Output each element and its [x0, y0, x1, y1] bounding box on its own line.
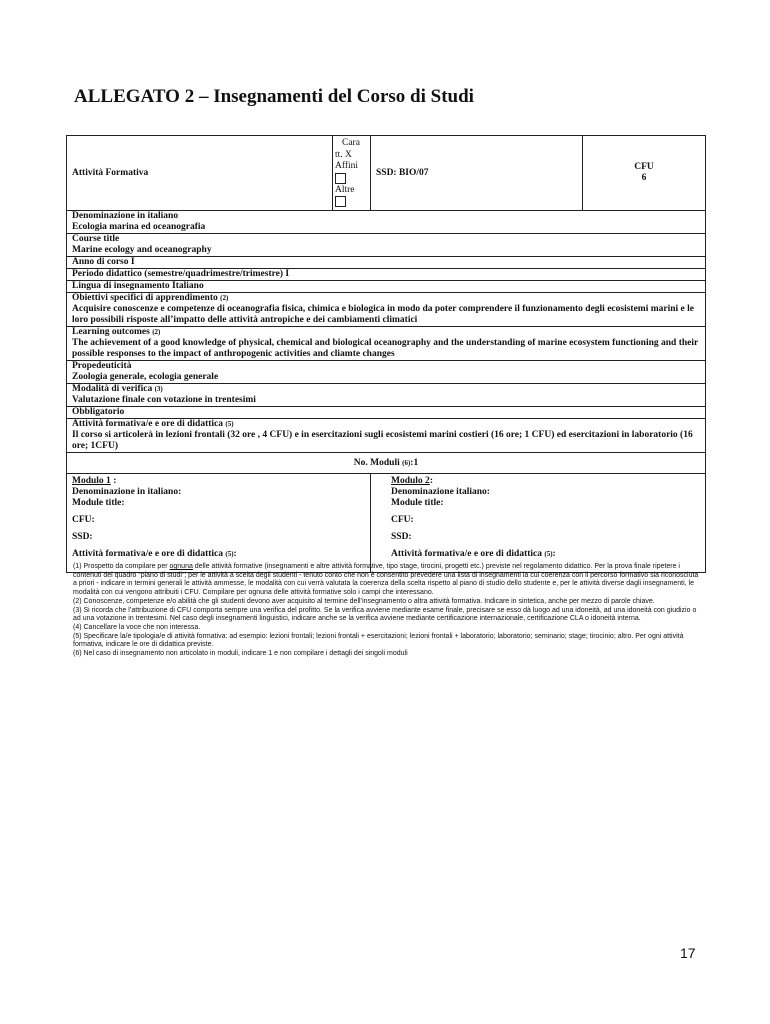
cfu-value: 6 [641, 173, 647, 184]
moduli-row [67, 453, 706, 474]
modulo-1-colon: : [233, 549, 237, 560]
verifica-note: (3) [154, 385, 163, 394]
learning-outcomes-label: Learning outcomes [72, 327, 150, 338]
attivita-ore-value: Il corso si articolerà in lezioni frontali (32 ore , 4 CFU) e in esercitazioni sugli ecosistemi marini costieri (16 ore; 1 CFU) ed esercitazioni in laboratorio (16 ore; 1CFU) [72, 430, 693, 452]
moduli-label: No. Moduli [353, 457, 400, 468]
footnote-1-underlined: ognuna [169, 563, 193, 570]
modulo-2-title: Modulo 2 [391, 476, 430, 487]
modulo-2-attivita: Attività formativa/e e ore di didattica [391, 549, 542, 560]
attivita-formativa-cell [67, 136, 333, 211]
course-title-value: Marine ecology and oceanography [72, 245, 212, 256]
modulo-2-colon: : [552, 549, 556, 560]
modulo-2-denominazione: Denominazione italiano: [391, 487, 490, 498]
footnote-6: (6) Nel caso di insegnamento non articolato in moduli, indicare 1 e non compilare i dettagli dei singoli moduli [73, 650, 408, 658]
modulo-1-note: (5) [225, 550, 234, 559]
verifica-value: Valutazione finale con votazione in trentesimi [72, 395, 256, 406]
obiettivi-value: Acquisire conoscenze e competenze di oceanografia fisica, chimica e biologica in modo da poter comprendere il funzionamento degli ecosistemi marini e le loro possibili risposte all’impatto delle attività antropiche e dei cambiamenti climatici [72, 304, 694, 326]
footnote-1-post: delle attività formative (insegnamenti e altre attività formative, tipo stage, tirocini, progetti etc.) previste nel regolamento didattico. Per la prova finale ripetere i contenuti del quadro “piano di studi”; per le attività a scelta degli studenti - tenuto conto che non è consentito prevedere una lista di insegnamenti la cui coerenza con il percorso formativo sia riconosciuta a priori - indicare in termini generali le attività ammesse, le modalità con cui verrà valutata la coerenza della scelta rispetto al piano di studio dello studente e, per le attività diverse dagli insegnamenti, le modalità con cui vengono attribuiti i CFU. Compilare per ognuna delle attività formative solo i campi che interessano. [73, 563, 699, 597]
verifica-row [67, 384, 706, 407]
propedeuticita-row [67, 361, 706, 384]
cfu-cell [583, 136, 706, 211]
lingua-row [67, 281, 706, 293]
modulo-2-cell [371, 474, 706, 573]
learning-outcomes-note: (2) [152, 328, 161, 337]
footnote-1 [73, 563, 701, 598]
attivita-ore-note: (5) [225, 420, 234, 429]
modulo-1-title-suffix: : [110, 476, 117, 487]
altre-label: Altre [335, 184, 355, 195]
modulo-1-denominazione: Denominazione in italiano: [72, 487, 182, 498]
obbligatorio-value: Obbligatorio [72, 407, 125, 418]
footnote-4: (4) Cancellare la voce che non interessa. [73, 623, 201, 631]
modulo-1-attivita: Attività formativa/e e ore di didattica [72, 549, 223, 560]
altre-checkbox[interactable] [335, 196, 346, 207]
caratt-label: Cara [342, 138, 360, 148]
propedeuticita-label: Propedeuticità [72, 361, 132, 372]
type-choice-cell [333, 136, 371, 211]
footnotes [73, 563, 701, 659]
footnote-2: (2) Conoscenze, competenze e/o abilità che gli studenti devono aver acquisito al termine dell’insegnamento o altra attività formativa. Indicare in sintetica, anche per mezzo di parole chiave. [73, 597, 655, 605]
attivita-ore-label: Attività formativa/e e ore di didattica [72, 419, 223, 430]
footnote-1-pre: (1) Prospetto da compilare per [73, 563, 170, 570]
caratt-checked: tt. X [335, 149, 352, 160]
footnote-5: (5) Specificare la/e tipologia/e di attività formativa: ad esempio: lezioni frontali; lezioni frontali + esercitazioni; lezioni frontali + laboratorio; laboratorio; seminario; stage; tirocinio; altro. Per ogni attività formativa, indicare le ore di didattica previste. [73, 632, 684, 649]
obiettivi-row [67, 293, 706, 327]
modulo-2-ssd: SSD: [391, 532, 412, 543]
periodo-row [67, 269, 706, 281]
attivita-formativa-label: Attività Formativa [72, 167, 149, 178]
propedeuticita-value: Zoologia generale, ecologia generale [72, 372, 219, 383]
attivita-ore-row [67, 419, 706, 453]
denominazione-row [67, 211, 706, 234]
obiettivi-label: Obiettivi specifici di apprendimento [72, 293, 218, 304]
course-form-table [66, 135, 706, 573]
ssd-value: SSD: BIO/07 [376, 167, 429, 178]
modulo-2-cfu: CFU: [391, 515, 414, 526]
modulo-1-cell [67, 474, 371, 573]
page-title: ALLEGATO 2 – Insegnamenti del Corso di Studi [74, 86, 474, 107]
affini-checkbox[interactable] [335, 173, 346, 184]
modulo-2-title-suffix: : [429, 476, 433, 487]
anno-value: Anno di corso I [72, 257, 135, 268]
obiettivi-note: (2) [220, 294, 229, 303]
modulo-1-module-title: Module title: [72, 498, 125, 509]
lingua-value: Lingua di insegnamento Italiano [72, 281, 204, 292]
denominazione-label: Denominazione in italiano [72, 211, 179, 222]
learning-outcomes-row [67, 327, 706, 361]
verifica-label: Modalità di verifica [72, 384, 153, 395]
modulo-2-note: (5) [544, 550, 553, 559]
denominazione-value: Ecologia marina ed oceanografia [72, 222, 206, 233]
cfu-label: CFU [634, 162, 654, 173]
periodo-value: Periodo didattico (semestre/quadrimestre/trimestre) I [72, 269, 290, 280]
course-title-row [67, 234, 706, 257]
anno-row [67, 257, 706, 269]
moduli-note: (6) [402, 458, 411, 467]
modulo-2-module-title: Module title: [391, 498, 444, 509]
footnote-3: (3) Si ricorda che l’attribuzione di CFU comporta sempre una verifica del profitto. Se la verifica avviene mediante esame finale, precisare se esso dà luogo ad una idoneità, ad una idoneità con giudizio o ad una votazione in trentesimi. Nel caso degli insegnamenti linguistici, indicare anche se la verifica avviene mediante certificazione internazionale, certificazione CLA o idoneità interna. [73, 606, 697, 623]
page-number: 17 [680, 945, 696, 961]
modulo-1-ssd: SSD: [72, 532, 93, 543]
obbligatorio-row [67, 407, 706, 419]
learning-outcomes-value: The achievement of a good knowledge of physical, chemical and biological oceanography and the understanding of marine ecosystem functioning and their possible responses to the impact of anthropogenic activities and cliamte changes [72, 338, 699, 360]
moduli-value: :1 [410, 457, 419, 468]
affini-label: Affini [335, 161, 359, 171]
course-title-label: Course title [72, 234, 120, 245]
modulo-1-cfu: CFU: [72, 515, 95, 526]
ssd-cell [371, 136, 583, 211]
modulo-1-title: Modulo 1 [72, 476, 111, 487]
